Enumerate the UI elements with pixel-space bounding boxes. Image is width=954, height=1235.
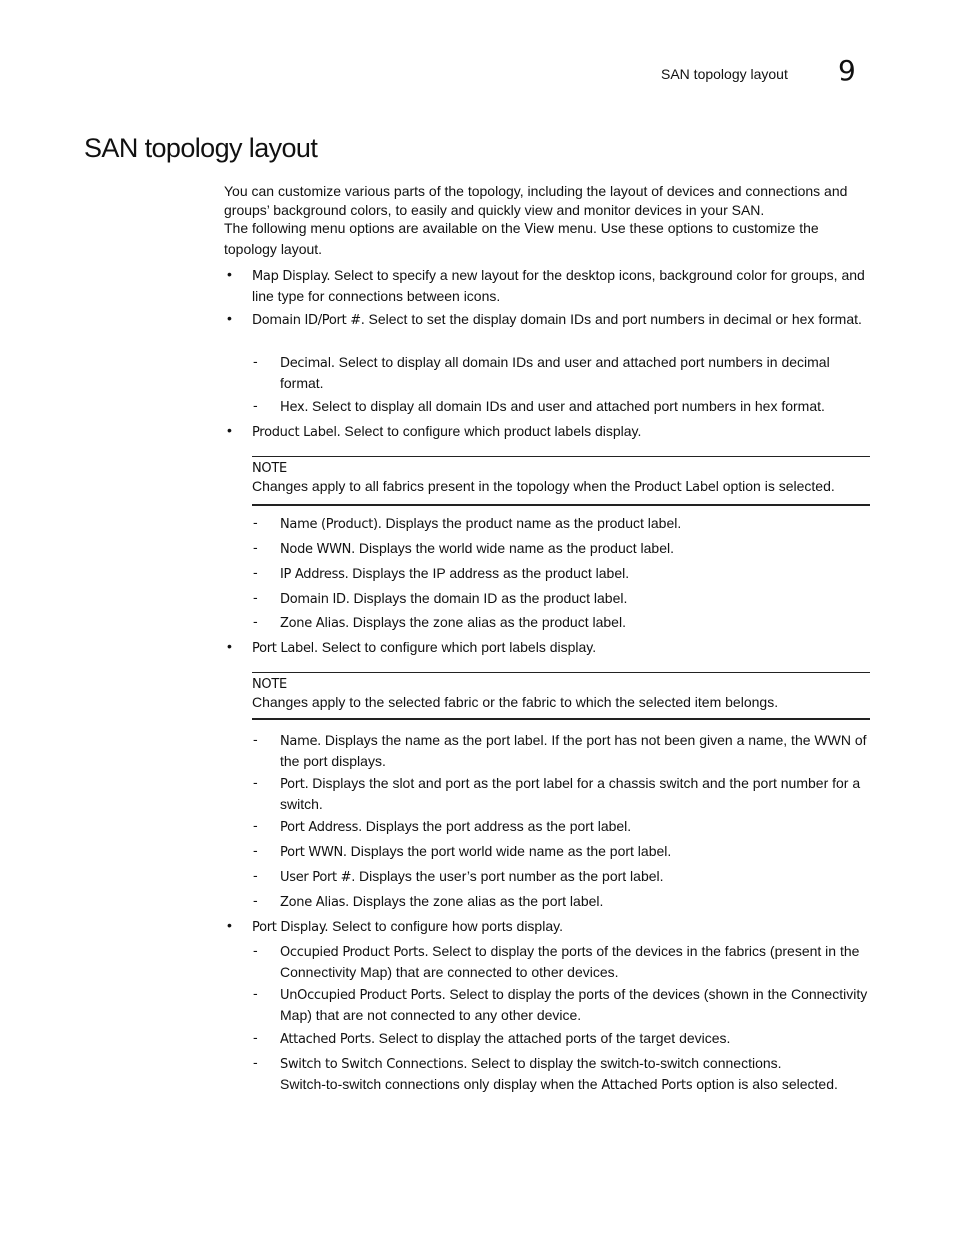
- intro-text: The following menu options are available on the: [224, 220, 525, 236]
- bullet: •: [227, 266, 232, 282]
- header-section-title: SAN topology layout: [661, 66, 788, 82]
- term: Domain ID/Port #.: [252, 313, 365, 328]
- menu-term: View: [524, 222, 555, 237]
- intro-text: menu. Use these options to customize the topology layout.: [224, 220, 819, 257]
- term: Attached Ports: [601, 1077, 693, 1093]
- dash: -: [253, 564, 258, 580]
- sub-item: [280, 514, 872, 535]
- intro-paragraph-2: [224, 219, 864, 258]
- term: Port Display.: [252, 920, 329, 935]
- sub-item: [280, 942, 872, 981]
- term: Switch to Switch Connections.: [280, 1057, 468, 1072]
- dash: -: [253, 817, 258, 833]
- intro-paragraph: You can customize various parts of the topology, including the layout of devices and connections and groups’ background colors, to easily and quickly view and monitor devices in your SAN.: [224, 183, 848, 218]
- description: Select to configure which product labels display.: [340, 423, 642, 439]
- dash: -: [253, 942, 258, 958]
- sub-item: [280, 589, 872, 610]
- list-item-product-label: [252, 422, 872, 443]
- page-title: SAN topology layout: [84, 133, 318, 163]
- sub-item: [280, 867, 872, 888]
- sub-item: [280, 842, 872, 863]
- description: Displays the zone alias as the port label.: [348, 893, 604, 909]
- note-text: [252, 477, 870, 504]
- dash: -: [253, 589, 258, 605]
- description: Select to configure which port labels display.: [317, 639, 597, 655]
- note-text-part: option is selected.: [718, 478, 835, 494]
- description: Select to specify a new layout for the desktop icons, background color for groups, and line type for connections between icons.: [252, 267, 865, 304]
- dash: -: [253, 514, 258, 530]
- term: Decimal.: [280, 356, 335, 371]
- description: Displays the domain ID as the product label.: [349, 590, 628, 606]
- list-item-port-label: [252, 638, 872, 659]
- description: Select to display all domain IDs and user and attached port numbers in hex format.: [308, 398, 825, 414]
- bullet: •: [227, 638, 232, 654]
- description: Select to configure how ports display.: [328, 918, 563, 934]
- dash: -: [253, 353, 258, 369]
- chapter-number: 9: [838, 54, 856, 87]
- description: Select to display all domain IDs and user and attached port numbers in decimal format.: [280, 354, 830, 391]
- dash: -: [253, 539, 258, 555]
- sub-item-hex: [280, 397, 872, 418]
- description: Select to set the display domain IDs and port numbers in decimal or hex format.: [364, 311, 862, 327]
- bullet: •: [227, 917, 232, 933]
- note-label: NOTE: [252, 461, 287, 476]
- sub-item: [280, 731, 872, 770]
- sub-item-switch-connections: [280, 1054, 872, 1095]
- description: Select to display the ports of the devices (shown in the Connectivity Map) that are not connected to any other device.: [280, 986, 868, 1023]
- description: Select to display the attached ports of the target devices.: [374, 1030, 731, 1046]
- description: Displays the zone alias as the product label.: [348, 614, 626, 630]
- description: Displays the product name as the product label.: [381, 515, 682, 531]
- term: Name.: [280, 734, 321, 749]
- dash: -: [253, 397, 258, 413]
- list-item-map-display: [252, 266, 872, 305]
- description: Displays the world wide name as the product label.: [354, 540, 674, 556]
- description: Select to display the ports of the devices in the fabrics (present in the Connectivity Map) that are connected to other devices.: [280, 943, 860, 980]
- term: Domain ID.: [280, 592, 350, 607]
- term: User Port #.: [280, 870, 356, 885]
- note-text-part: Changes apply to all fabrics present in the topology when the: [252, 478, 635, 494]
- term: Name (Product).: [280, 517, 382, 532]
- term: UnOccupied Product Ports.: [280, 988, 446, 1003]
- switch-line-2: [280, 1075, 872, 1096]
- term: Hex.: [280, 400, 309, 415]
- dash: -: [253, 731, 258, 747]
- dash: -: [253, 613, 258, 629]
- sub-item: [280, 817, 872, 838]
- note-box: [252, 672, 870, 720]
- term: Map Display.: [252, 269, 331, 284]
- list-item-domain-port: [252, 310, 872, 331]
- dash: -: [253, 867, 258, 883]
- note-text: Changes apply to the selected fabric or the fabric to which the selected item belongs.: [252, 694, 779, 710]
- description: Switch-to-switch connections only display when the: [280, 1075, 602, 1092]
- term: Port Address.: [280, 820, 362, 835]
- sub-item: [280, 1029, 872, 1050]
- list-item-port-display: [252, 917, 872, 938]
- sub-item-decimal: [280, 353, 872, 392]
- sub-item: [280, 985, 872, 1024]
- note-label: NOTE: [252, 677, 287, 692]
- term: Occupied Product Ports.: [280, 945, 429, 960]
- dash: -: [253, 774, 258, 790]
- dash: -: [253, 842, 258, 858]
- term: Node WWN.: [280, 542, 355, 557]
- bullet: •: [227, 422, 232, 438]
- switch-line-1: [280, 1054, 872, 1075]
- description: Displays the name as the port label. If the port has not been given a name, the WWN of the port displays.: [280, 732, 867, 769]
- sub-item: [280, 613, 872, 634]
- bullet: •: [227, 310, 232, 326]
- dash: -: [253, 985, 258, 1001]
- term: Product Label: [634, 480, 719, 495]
- term: Zone Alias.: [280, 616, 349, 631]
- term: IP Address.: [280, 567, 349, 582]
- sub-item: [280, 564, 872, 585]
- term: Port WWN.: [280, 845, 347, 860]
- dash: -: [253, 1054, 258, 1070]
- description: Displays the slot and port as the port label for a chassis switch and the port number for a switch.: [280, 775, 861, 812]
- term: Product Label.: [252, 425, 341, 440]
- description: Displays the user’s port number as the port label.: [355, 868, 664, 884]
- sub-item: [280, 539, 872, 560]
- description: Displays the port world wide name as the port label.: [346, 843, 672, 859]
- description: option is also selected.: [692, 1075, 838, 1092]
- term: Port Label.: [252, 641, 318, 656]
- intro: [224, 182, 864, 258]
- sub-item: [280, 892, 872, 913]
- dash: -: [253, 892, 258, 908]
- term: Attached Ports.: [280, 1032, 375, 1047]
- description: Select to display the switch-to-switch connections.: [467, 1055, 782, 1071]
- description: Displays the IP address as the product label.: [348, 565, 630, 581]
- sub-item: [280, 774, 872, 813]
- term: Zone Alias.: [280, 895, 349, 910]
- description: Displays the port address as the port label.: [361, 818, 632, 834]
- note-box: [252, 456, 870, 506]
- dash: -: [253, 1029, 258, 1045]
- term: Port.: [280, 777, 309, 792]
